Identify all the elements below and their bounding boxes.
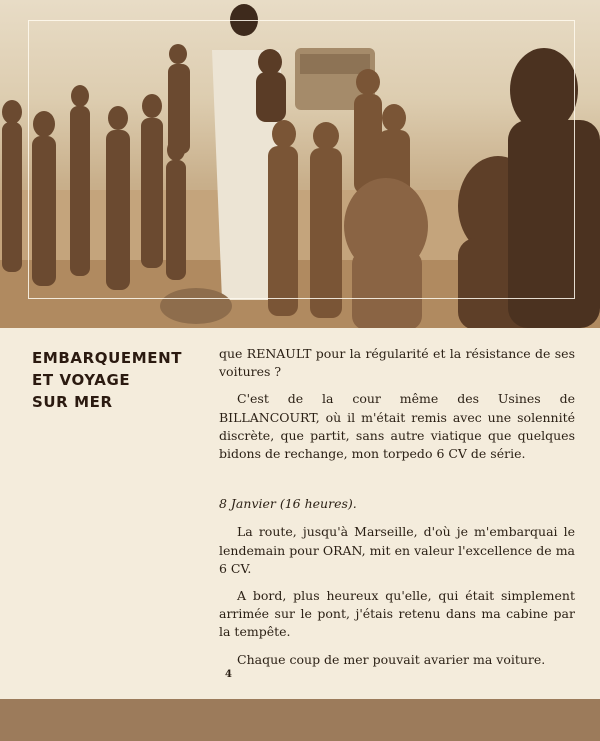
photo-illustration bbox=[0, 0, 600, 328]
paragraph: C'est de la cour même des Usines de BILLANCOURT, où il m'était remis avec une solennité discrète, que partit, sans autre viatique que quelques bidons de rechange, mon torpedo 6 CV de série. bbox=[219, 391, 575, 462]
date-heading: 8 Janvier (16 heures). bbox=[219, 496, 357, 512]
paragraph: Chaque coup de mer pouvait avarier ma voiture. bbox=[237, 651, 546, 667]
heading-line: ET VOYAGE bbox=[32, 371, 131, 389]
body-text bbox=[219, 345, 575, 678]
footer-band bbox=[0, 699, 600, 741]
paragraph: A bord, plus heureux qu'elle, qui était simplement arrimée sur le pont, j'étais retenu dans ma cabine par la tempête. bbox=[219, 588, 575, 640]
paragraph: La route, jusqu'à Marseille, d'où je m'embarquai le lendemain pour ORAN, mit en valeur l'excellence de ma 6 CV. bbox=[219, 524, 575, 576]
heading-line: SUR MER bbox=[32, 393, 113, 411]
heading-line: EMBARQUEMENT bbox=[32, 349, 183, 367]
page-number: 4 bbox=[225, 669, 232, 680]
paragraph: que RENAULT pour la régularité et la résistance de ses voitures ? bbox=[219, 346, 575, 380]
photograph bbox=[0, 0, 600, 328]
section-heading bbox=[32, 347, 202, 413]
